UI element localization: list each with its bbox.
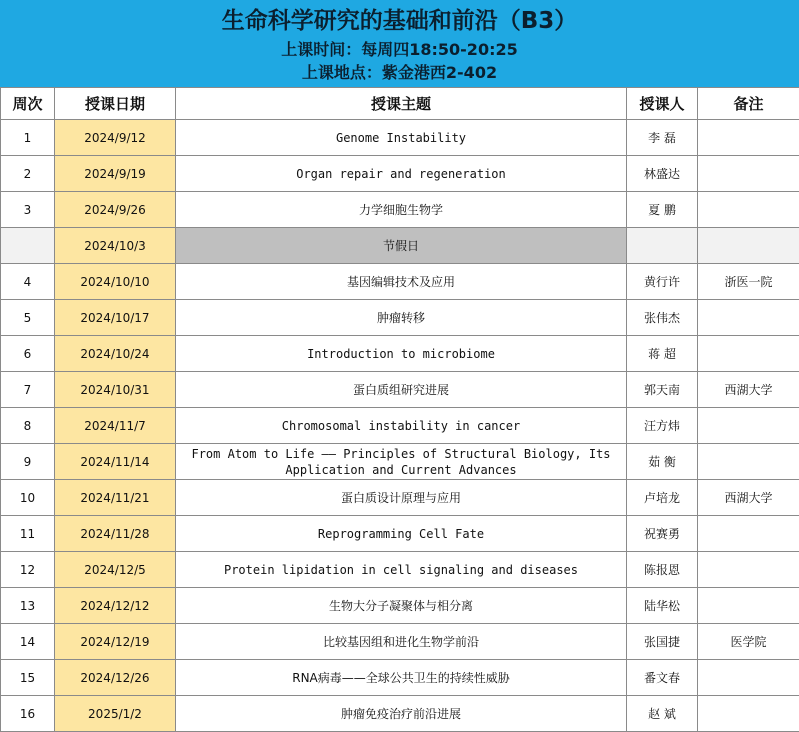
week-cell: 8 [1,408,55,444]
table-row [1,336,799,372]
note-cell [698,300,799,336]
header-lecturer: 授课人 [627,88,698,120]
date-cell: 2024/10/10 [55,264,176,300]
header-note: 备注 [698,88,799,120]
week-cell: 7 [1,372,55,408]
topic-cell: 力学细胞生物学 [176,192,627,228]
table-row [1,192,799,228]
lecturer-cell: 陆华松 [627,588,698,624]
date-cell: 2024/9/19 [55,156,176,192]
date-cell: 2024/11/14 [55,444,176,480]
note-cell [698,336,799,372]
table-row [1,120,799,156]
note-cell [698,444,799,480]
lecturer-cell: 陈报恩 [627,552,698,588]
date-cell: 2024/9/12 [55,120,176,156]
note-cell [698,552,799,588]
topic-cell: Protein lipidation in cell signaling and diseases [176,552,627,588]
date-cell: 2024/12/12 [55,588,176,624]
table-row [1,660,799,696]
note-cell [698,516,799,552]
week-cell: 6 [1,336,55,372]
date-cell: 2024/12/26 [55,660,176,696]
note-cell: 西湖大学 [698,372,799,408]
topic-cell: From Atom to Life —— Principles of Structural Biology, Its Application and Current Advances [176,444,627,480]
header-week: 周次 [1,88,55,120]
header-row [1,88,799,120]
topic-cell: 肿瘤免疫治疗前沿进展 [176,696,627,732]
note-cell [698,660,799,696]
lecturer-cell: 张伟杰 [627,300,698,336]
date-cell: 2024/10/3 [55,228,176,264]
note-cell: 西湖大学 [698,480,799,516]
header-date: 授课日期 [55,88,176,120]
table-row [1,444,799,480]
date-cell: 2024/11/28 [55,516,176,552]
note-cell: 浙医一院 [698,264,799,300]
note-cell [698,588,799,624]
week-cell: 5 [1,300,55,336]
date-cell: 2024/12/5 [55,552,176,588]
week-cell: 10 [1,480,55,516]
note-cell [698,156,799,192]
week-cell: 11 [1,516,55,552]
note-cell [698,192,799,228]
topic-cell: 蛋白质设计原理与应用 [176,480,627,516]
table-row [1,300,799,336]
week-cell: 2 [1,156,55,192]
sheet-header [0,0,799,87]
week-cell: 9 [1,444,55,480]
lecturer-cell: 赵 斌 [627,696,698,732]
week-cell: 14 [1,624,55,660]
lecturer-cell: 林盛达 [627,156,698,192]
table-row [1,624,799,660]
course-time: 上课时间：每周四18:50-20:25 [0,39,799,61]
week-cell: 15 [1,660,55,696]
table-row [1,696,799,732]
date-cell: 2024/12/19 [55,624,176,660]
schedule-table [0,87,799,732]
header-topic: 授课主题 [176,88,627,120]
lecturer-cell: 卢培龙 [627,480,698,516]
note-cell [698,120,799,156]
table-row [1,156,799,192]
date-cell: 2024/10/31 [55,372,176,408]
course-title: 生命科学研究的基础和前沿（B3） [0,6,799,36]
note-cell: 医学院 [698,624,799,660]
week-cell: 1 [1,120,55,156]
lecturer-cell: 夏 鹏 [627,192,698,228]
lecturer-cell [627,228,698,264]
lecturer-cell: 张国捷 [627,624,698,660]
topic-cell: 节假日 [176,228,627,264]
schedule-body [1,120,799,732]
week-cell: 12 [1,552,55,588]
table-row [1,552,799,588]
topic-cell: 肿瘤转移 [176,300,627,336]
table-row [1,480,799,516]
date-cell: 2024/10/24 [55,336,176,372]
lecturer-cell: 茹 衡 [627,444,698,480]
topic-cell: Reprogramming Cell Fate [176,516,627,552]
date-cell: 2024/11/21 [55,480,176,516]
week-cell: 16 [1,696,55,732]
week-cell: 13 [1,588,55,624]
topic-cell: 比较基因组和进化生物学前沿 [176,624,627,660]
course-location: 上课地点：紫金港西2-402 [0,62,799,84]
table-row [1,516,799,552]
holiday-row [1,228,799,264]
table-row [1,372,799,408]
table-row [1,264,799,300]
table-row [1,588,799,624]
lecturer-cell: 郭天南 [627,372,698,408]
lecturer-cell: 蒋 超 [627,336,698,372]
table-row [1,408,799,444]
topic-cell: 生物大分子凝聚体与相分离 [176,588,627,624]
note-cell [698,408,799,444]
lecturer-cell: 汪方炜 [627,408,698,444]
topic-cell: 基因编辑技术及应用 [176,264,627,300]
date-cell: 2024/11/7 [55,408,176,444]
week-cell: 3 [1,192,55,228]
topic-cell: 蛋白质组研究进展 [176,372,627,408]
week-cell [1,228,55,264]
topic-cell: RNA病毒——全球公共卫生的持续性威胁 [176,660,627,696]
topic-cell: Introduction to microbiome [176,336,627,372]
topic-cell: Chromosomal instability in cancer [176,408,627,444]
lecturer-cell: 黄行许 [627,264,698,300]
date-cell: 2024/10/17 [55,300,176,336]
lecturer-cell: 祝赛勇 [627,516,698,552]
topic-cell: Genome Instability [176,120,627,156]
lecturer-cell: 番文春 [627,660,698,696]
lecturer-cell: 李 磊 [627,120,698,156]
date-cell: 2024/9/26 [55,192,176,228]
topic-cell: Organ repair and regeneration [176,156,627,192]
date-cell: 2025/1/2 [55,696,176,732]
week-cell: 4 [1,264,55,300]
note-cell [698,228,799,264]
note-cell [698,696,799,732]
